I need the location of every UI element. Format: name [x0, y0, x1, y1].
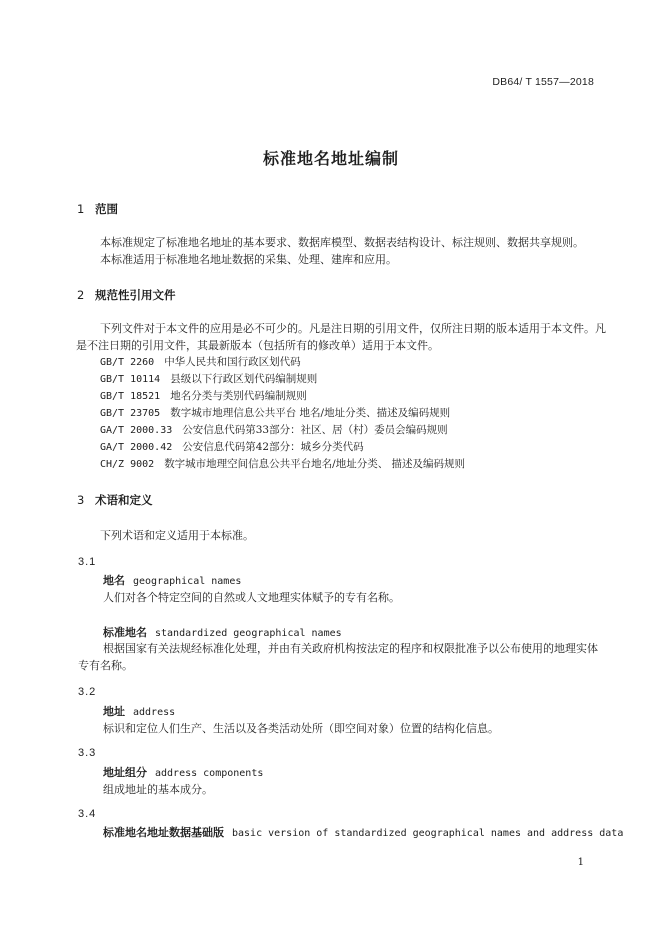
section-2-title: 规范性引用文件 — [95, 288, 176, 302]
section-2-intro: 下列文件对于本文件的应用是必不可少的。凡是注日期的引用文件，仅所注日期的版本适用于本文件。凡是不注日期的引用文件，其最新版本（包括所有的修改单）适用于本文件。 — [76, 322, 606, 352]
reference-code: CH/Z 9002 — [100, 459, 155, 470]
section-3-number: 3 — [77, 493, 85, 507]
section-3-intro: 下列术语和定义适用于本标准。 — [100, 529, 254, 542]
section-1-para-1: 本标准规定了标准地名地址的基本要求、数据库模型、数据表结构设计、标注规则、数据共享规则。 — [100, 236, 584, 249]
reference-code: GB/T 2260 — [100, 357, 155, 368]
term-number: 3.4 — [78, 808, 97, 820]
term-en: address components — [155, 768, 264, 779]
reference-item — [100, 456, 465, 471]
section-1-heading — [77, 201, 118, 217]
term-number: 3.2 — [78, 686, 97, 698]
reference-code: GB/T 23705 — [100, 408, 161, 419]
reference-name: 公安信息代码第42部分：城乡分类代码 — [182, 441, 364, 453]
section-3-heading — [77, 492, 153, 508]
section-2-heading — [77, 287, 176, 303]
term-cn: 标准地名 — [103, 626, 147, 639]
reference-name: 数字城市地理信息公共平台 地名/地址分类、描述及编码规则 — [170, 407, 451, 419]
term-heading — [103, 572, 241, 588]
reference-item — [100, 371, 317, 386]
term-heading — [103, 764, 263, 780]
term-en: basic version of standardized geographical names and address data — [232, 828, 624, 839]
term-heading — [103, 624, 342, 640]
doc-code-header: DB64/ T 1557—2018 — [492, 76, 594, 88]
term-cn: 地名 — [103, 574, 125, 587]
term-number: 3.1 — [78, 556, 97, 568]
term-definition: 人们对各个特定空间的自然或人文地理实体赋予的专有名称。 — [103, 591, 400, 604]
reference-item — [100, 388, 307, 403]
term-definition: 标识和定位人们生产、生活以及各类活动处所（即空间对象）位置的结构化信息。 — [103, 722, 499, 735]
reference-code: GA/T 2000.33 — [100, 425, 173, 436]
term-definition: 根据国家有关法规经标准化处理，并由有关政府机构按法定的程序和权限批准予以公布使用的地理实体专有名称。 — [78, 642, 598, 672]
term-en: geographical names — [133, 576, 242, 587]
reference-name: 县级以下行政区划代码编制规则 — [170, 373, 318, 385]
term-cn: 地址 — [103, 705, 125, 718]
term-en: address — [133, 707, 176, 718]
section-1-title: 范围 — [95, 202, 118, 216]
section-3-title: 术语和定义 — [95, 493, 153, 507]
term-en: standardized geographical names — [155, 628, 342, 639]
section-1-number: 1 — [77, 202, 85, 216]
page-number: 1 — [577, 857, 584, 868]
reference-code: GB/T 18521 — [100, 391, 161, 402]
reference-name: 数字城市地理空间信息公共平台地名/地址分类、 描述及编码规则 — [164, 458, 466, 470]
term-cn: 地址组分 — [103, 766, 147, 779]
reference-name: 地名分类与类别代码编制规则 — [170, 390, 307, 402]
page-title: 标准地名地址编制 — [262, 149, 399, 168]
term-cn: 标准地名地址数据基础版 — [103, 826, 224, 839]
term-heading — [103, 824, 623, 840]
section-1-para-2: 本标准适用于标准地名地址数据的采集、处理、建库和应用。 — [100, 253, 397, 266]
term-heading — [103, 703, 175, 719]
reference-item — [100, 405, 450, 420]
section-2-number: 2 — [77, 288, 85, 302]
term-number: 3.3 — [78, 747, 97, 759]
reference-item — [100, 422, 448, 437]
reference-name: 公安信息代码第33部分：社区、居（村）委员会编码规则 — [182, 424, 448, 436]
reference-item — [100, 439, 364, 454]
reference-item — [100, 354, 301, 369]
reference-code: GB/T 10114 — [100, 374, 161, 385]
reference-code: GA/T 2000.42 — [100, 442, 173, 453]
reference-name: 中华人民共和国行政区划代码 — [164, 356, 301, 368]
term-definition: 组成地址的基本成分。 — [103, 783, 213, 796]
